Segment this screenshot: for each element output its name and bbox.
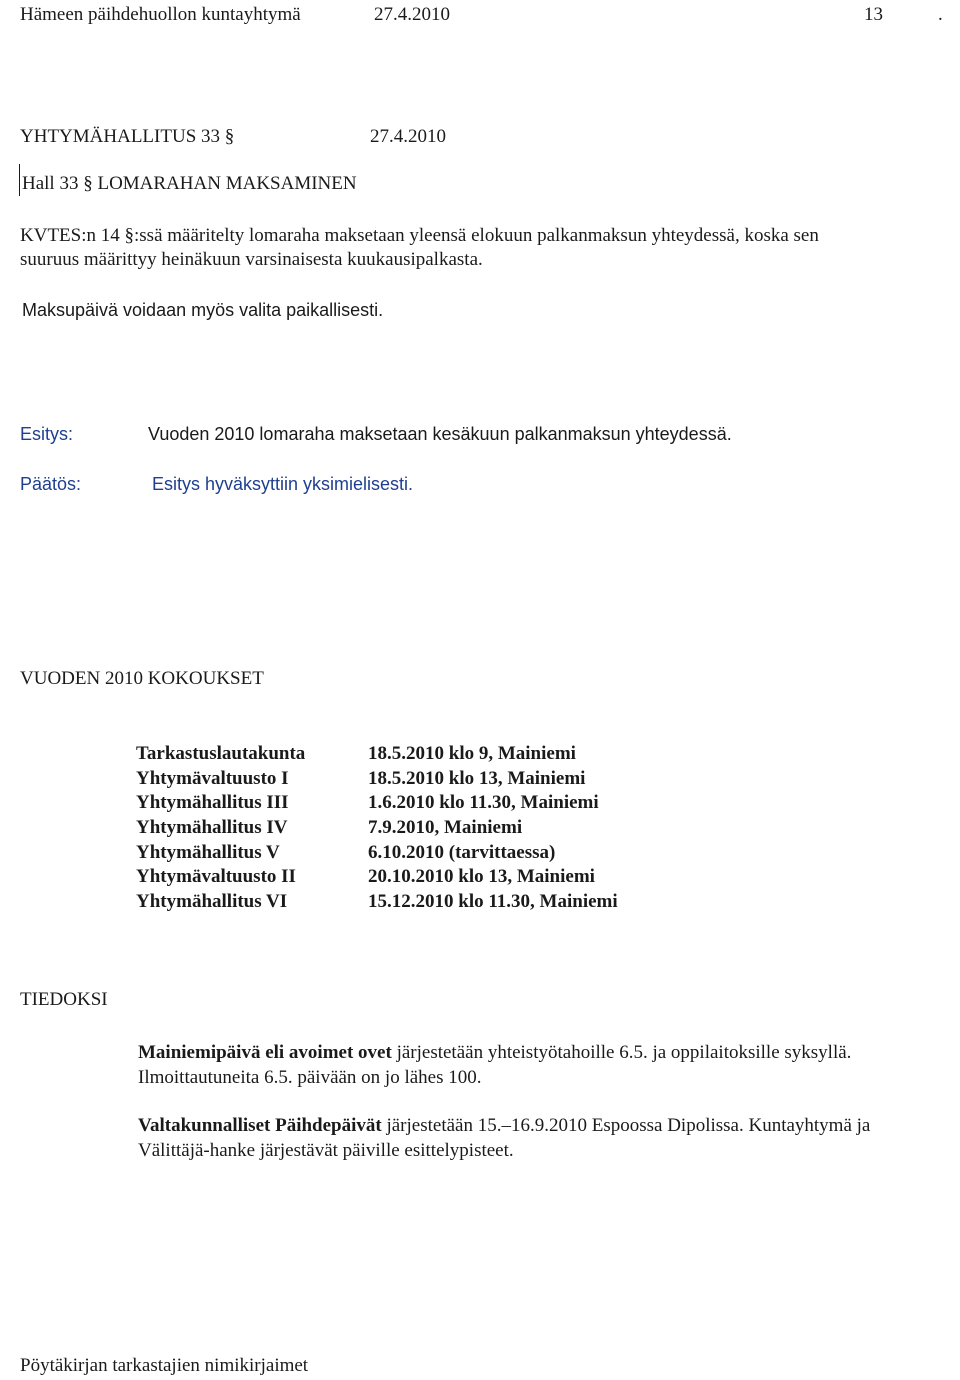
footer-signature-line: Pöytäkirjan tarkastajien nimikirjaimet [20,1355,309,1376]
meeting-time: 20.10.2010 klo 13, Mainiemi [368,866,595,887]
proposal-label: Esitys: [20,424,74,444]
change-bar [19,164,20,196]
decision-text: Esitys hyväksyttiin yksimielisesti. [152,474,414,494]
header-date: 27.4.2010 [374,4,450,25]
meeting-body: Tarkastuslautakunta [136,743,306,764]
meeting-time: 1.6.2010 klo 11.30, Mainiemi [368,792,599,813]
notice-item [138,1040,878,1090]
meeting-body: Yhtymävaltuusto II [136,866,296,887]
meeting-body: Yhtymähallitus VI [136,891,288,912]
notices-heading: TIEDOKSI [20,989,108,1010]
proposal-text: Vuoden 2010 lomaraha maksetaan kesäkuun palkanmaksun yhteydessä. [148,424,732,444]
meeting-time: 6.10.2010 (tarvittaessa) [368,842,556,863]
notice-title: Valtakunnalliset Päihdepäivät [138,1115,382,1136]
page-number: 13 [864,4,883,25]
meeting-time: 15.12.2010 klo 11.30, Mainiemi [368,891,618,912]
meeting-time: 18.5.2010 klo 9, Mainiemi [368,743,576,764]
meeting-time: 7.9.2010, Mainiemi [368,817,523,838]
notice-item [138,1113,878,1163]
session-title: YHTYMÄHALLITUS 33 § [20,126,235,147]
header-trailing-mark: . [938,4,943,25]
decision-label: Päätös: [20,474,82,494]
meetings-heading: VUODEN 2010 KOKOUKSET [20,668,264,689]
meeting-body: Yhtymävaltuusto I [136,768,289,789]
notice-title: Mainiemipäivä eli avoimet ovet [138,1042,392,1063]
meeting-body: Yhtymähallitus III [136,792,289,813]
meeting-body: Yhtymähallitus IV [136,817,288,838]
session-date: 27.4.2010 [370,126,446,147]
meeting-time: 18.5.2010 klo 13, Mainiemi [368,768,586,789]
meeting-body: Yhtymähallitus V [136,842,280,863]
item-paragraph-1: KVTES:n 14 §:ssä määritelty lomaraha maksetaan yleensä elokuun palkanmaksun yhteydessä, koska sen suuruus määrittyy heinäkuun varsinaisesta kuukausipalkasta. [20,225,819,270]
item-heading: Hall 33 § LOMARAHAN MAKSAMINEN [22,173,357,194]
notice-text: järjestetään 15.–16.9.2010 Espoossa Dipolissa. Kuntayhtymä ja Välittäjä-hanke järjestävät päiville esittelypisteet. [138,1115,871,1161]
notice-text: järjestetään yhteistyötahoille 6.5. ja oppilaitoksille syksyllä. Ilmoittautuneita 6.5. päivään on jo lähes 100. [138,1042,852,1088]
item-paragraph-2: Maksupäivä voidaan myös valita paikallisesti. [22,300,384,320]
organization-name: Hämeen päihdehuollon kuntayhtymä [20,4,301,25]
